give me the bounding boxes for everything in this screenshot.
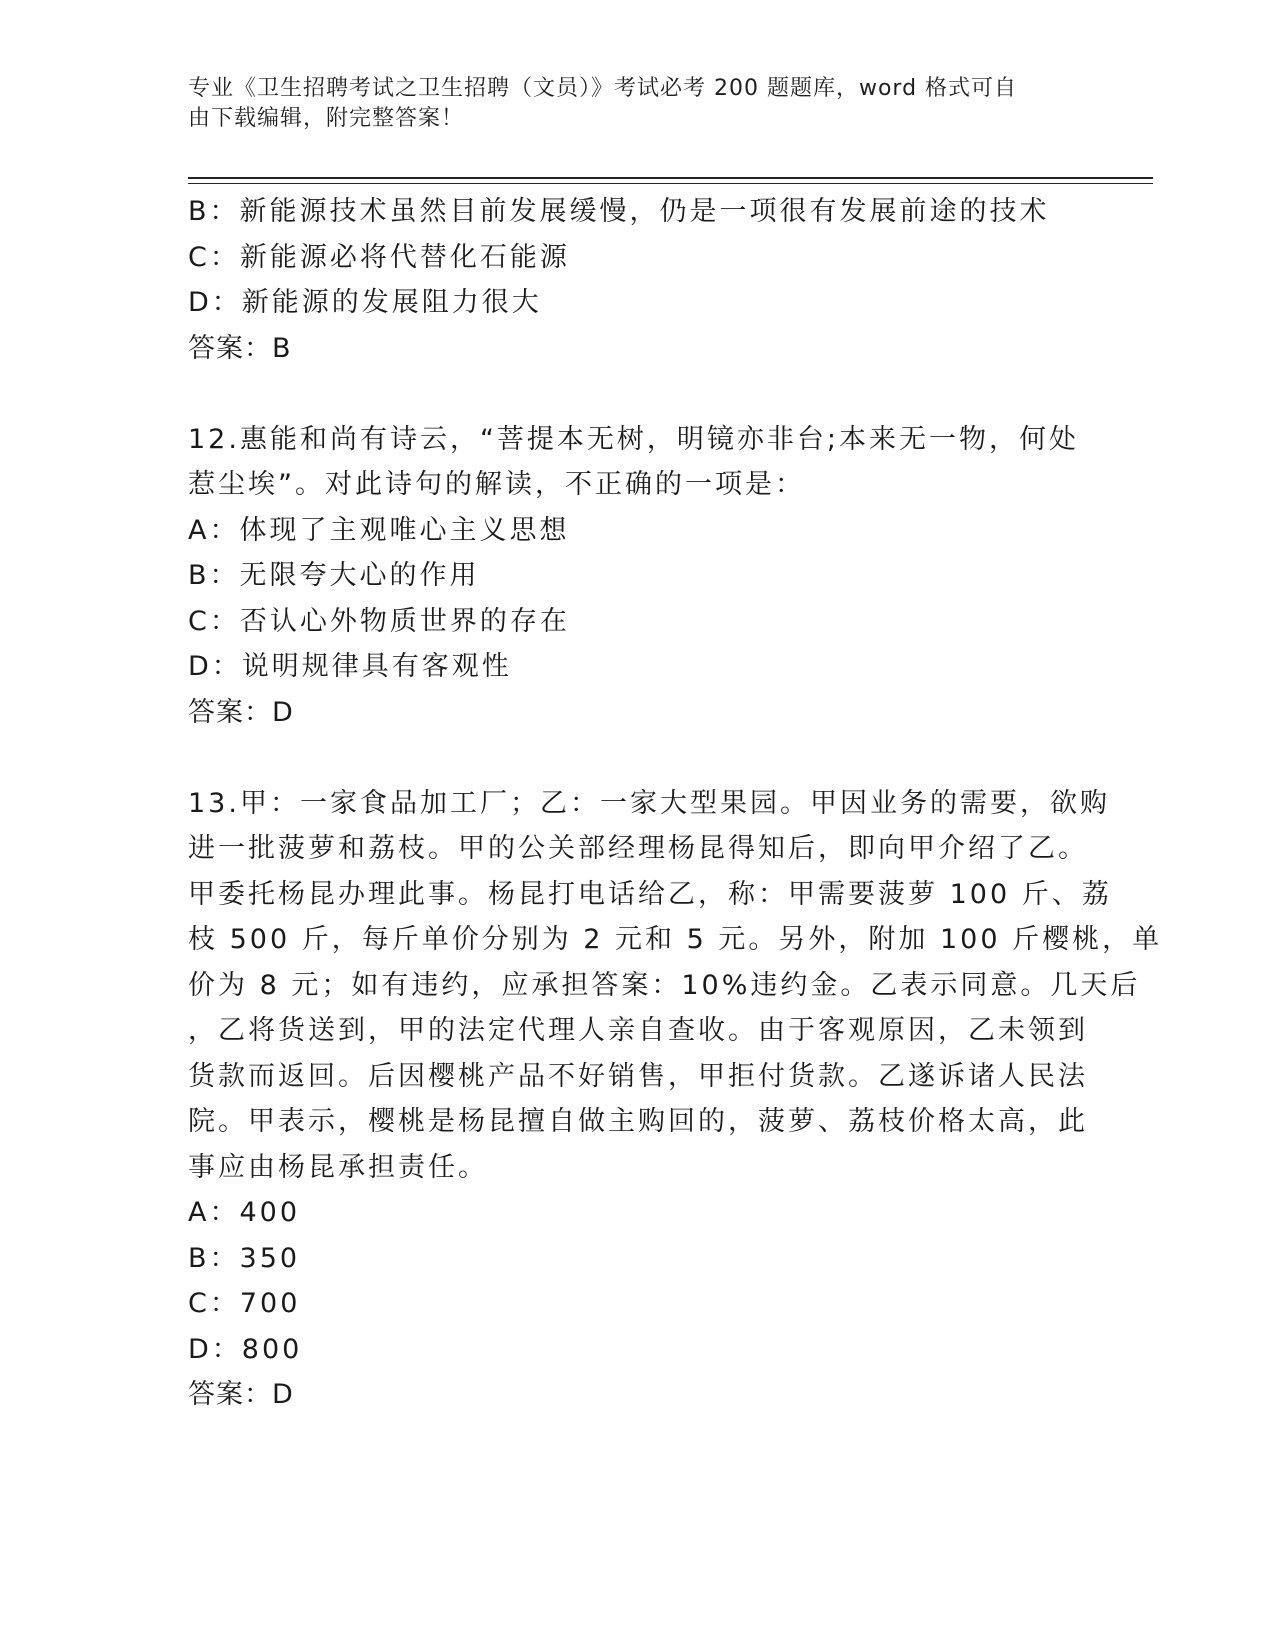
question-13: [188, 781, 1163, 1418]
option-b: B：新能源技术虽然目前发展缓慢，仍是一项很有发展前途的技术: [188, 196, 1050, 227]
question-stem: [188, 417, 1078, 508]
stem-line: ，乙将货送到，甲的法定代理人亲自查收。由于客观原因，乙未领到: [188, 1015, 1088, 1046]
option-a: A：体现了主观唯心主义思想: [188, 514, 570, 546]
stem-line: 枝 500 斤，每斤单价分别为 2 元和 5 元。另外，附加 100 斤樱桃，单: [188, 924, 1163, 955]
stem-line: 甲委托杨昆办理此事。杨昆打电话给乙，称：甲需要菠萝 100 斤、荔: [188, 878, 1112, 910]
stem-line: 12.惠能和尚有诗云，“菩提本无树，明镜亦非台;本来无一物，何处: [188, 423, 1080, 455]
answer-line: 答案：D: [188, 1379, 294, 1410]
answer-line: 答案：B: [188, 332, 292, 364]
option-d: D：800: [188, 1333, 303, 1365]
header-line-2: 由下载编辑，附完整答案！: [188, 106, 465, 131]
option-b: B：350: [188, 1242, 301, 1274]
stem-line: 货款而返回。后因樱桃产品不好销售，甲拒付货款。乙遂诉诸人民法: [188, 1060, 1088, 1092]
spacer: [188, 371, 1088, 417]
spacer: [188, 735, 1088, 781]
option-b: B：无限夸大心的作用: [188, 560, 480, 591]
option-d: D：新能源的发展阻力很大: [188, 287, 542, 318]
stem-line: 惹尘埃”。对此诗句的解读，不正确的一项是：: [188, 469, 805, 500]
stem-line: 进一批菠萝和荔枝。甲的公关部经理杨昆得知后，即向甲介绍了乙。: [188, 833, 1088, 864]
document-body: [188, 189, 1163, 1418]
option-c: C：新能源必将代替化石能源: [188, 241, 570, 273]
option-a: A：400: [188, 1197, 301, 1228]
answer-line: 答案：D: [188, 696, 294, 728]
option-d: D：说明规律具有客观性: [188, 651, 512, 682]
question-stem: [188, 781, 1163, 1191]
header-rule-thick: [188, 177, 1153, 179]
header-rule-thin: [188, 183, 1153, 184]
stem-line: 院。甲表示，樱桃是杨昆擅自做主购回的，菠萝、荔枝价格太高，此: [188, 1106, 1088, 1137]
question-11: [188, 189, 1088, 371]
option-c: C：700: [188, 1288, 301, 1319]
header-line-1: 专业《卫生招聘考试之卫生招聘（文员）》考试必考 200 题题库，word 格式可自: [188, 76, 1018, 101]
stem-line: 13.甲：一家食品加工厂；乙：一家大型果园。甲因业务的需要，欲购: [188, 787, 1110, 819]
document-header: [188, 74, 1068, 134]
stem-line: 价为 8 元；如有违约，应承担答案：10%违约金。乙表示同意。几天后: [188, 969, 1141, 1001]
question-12: [188, 417, 1088, 736]
option-c: C：否认心外物质世界的存在: [188, 605, 570, 637]
stem-line: 事应由杨昆承担责任。: [188, 1151, 488, 1183]
